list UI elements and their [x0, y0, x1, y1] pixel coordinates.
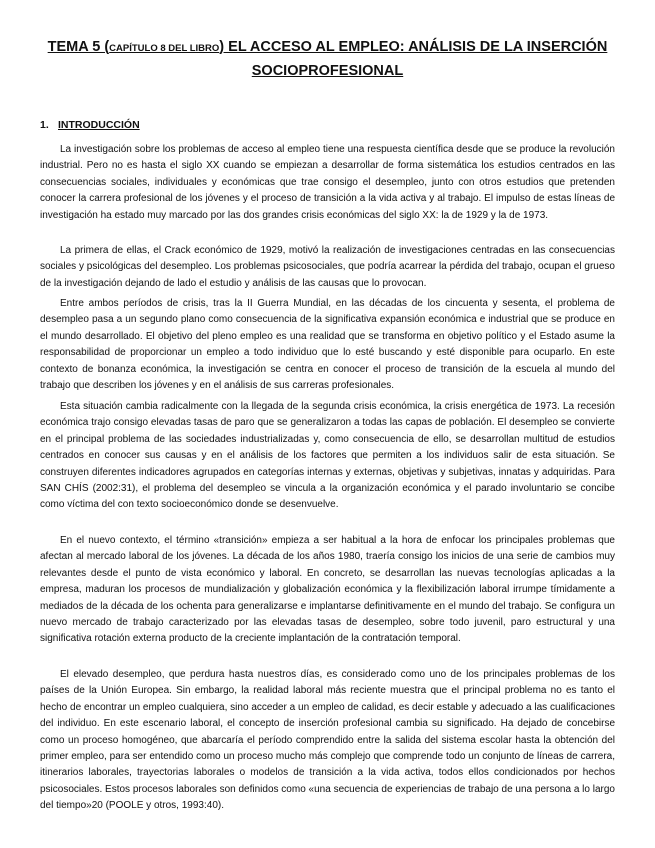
title-chapter-note: CAPÍTULO 8 DEL LIBRO	[109, 43, 220, 54]
title-text-start: TEMA 5 (	[47, 39, 110, 55]
title-text-line2: SOCIOPROFESIONAL	[251, 63, 404, 79]
paragraph-4: Esta situación cambia radicalmente con la llegada de la segunda crisis económica, la crisis energética de 1973. La recesión económica trajo consigo elevadas tasas de paro que se generalizaron a todas las capas de población. El desempleo se convierte en el principal problema de las sociedades industrializadas y, como consecuencia de ello, se desarrollan multitud de estudios centrados en conocer sus causas y en el análisis de los factores que permiten a los individuos salir de esta situación. Se construyen diferentes indicadores agrupados en categorías internas y externas, objetivas y subjetivas, innatas y adquiridas. Para SAN CHÍS (2002:31), el problema del desempleo se vincula a la organización económica y el parado involuntario se concibe como víctima del con texto socioeconómico donde se desenvuelve.	[40, 401, 615, 511]
title-text-main: ) EL ACCESO AL EMPLEO: ANÁLISIS DE LA INSERCIÓN	[219, 39, 608, 55]
section-number: 1.	[40, 119, 49, 131]
paragraph-6: El elevado desempleo, que perdura hasta nuestros días, es considerado como uno de los principales problemas de los países de la Unión Europea. Sin embargo, la realidad laboral más reciente muestra que el principal problema no es tanto el hecho de encontrar un empleo cualquiera, sino acceder a un empleo de calidad, es decir estable y adecuado a las cualificaciones del individuo. En este escenario laboral, el concepto de inserción profesional cambia su significado. Ha dejado de concebirse como un proceso homogéneo, que abarcaría el período comprendido entre la salida del sistema escolar hasta la obtención del primer empleo, para ser entendido como un proceso mucho más complejo que comprende todo un conjunto de líneas de carrera, itinerarios laborales, trayectorias laborales o modelos de transición a la vida activa, todos ellos condicionados por hechos psicosociales. Estos procesos laborales son definidos como «una secuencia de experiencias de trabajo de una persona a lo largo del tiempo»20 (POOLE y otros, 1993:40).	[40, 669, 615, 812]
paragraph-1: La investigación sobre los problemas de acceso al empleo tiene una respuesta científica desde que se produce la revolución industrial. Pero no es hasta el siglo XX cuando se empiezan a desarrollar de forma sistemática los estudios centrados en las consecuencias sociales, individuales y económicas que trae consigo el desempleo, junto con otros estudios que pretenden conocer la carrera profesional de los jóvenes y el proceso de transición a la vida activa y al trabajo. El impulso de estas líneas de investigación ha estado muy marcado por las dos grandes crisis económicas del siglo XX: la de 1929 y la de 1973.	[40, 144, 615, 221]
document-title	[40, 36, 615, 82]
section-label: INTRODUCCIÓN	[58, 119, 140, 131]
paragraph-3: Entre ambos períodos de crisis, tras la II Guerra Mundial, en las décadas de los cincuenta y sesenta, el problema de desempleo pasa a un segundo plano como consecuencia de la significativa expansión económica e industrial que se produce en el mundo desarrollado. El objetivo del pleno empleo es una realidad que se transforma en objetivo político y el Estado asume la responsabilidad de proporcionar un empleo a todo individuo que lo esté buscando y esté disponible para ocuparlo. En este contexto de bonanza económica, la investigación se centra en conocer el proceso de transición de la escuela al mundo del trabajo que describen los jóvenes y en el análisis de sus carreras profesionales.	[40, 298, 615, 392]
section-heading	[40, 118, 140, 132]
paragraph-2: La primera de ellas, el Crack económico de 1929, motivó la realización de investigaciones centradas en las consecuencias sociales y psicológicas del desempleo. Los problemas psicosociales, que podría acarrear la pérdida del trabajo, ocupan el grueso de la investigación dejando de lado el estudio y análisis de las causas que lo provocan.	[40, 245, 615, 289]
paragraph-5: En el nuevo contexto, el término «transición» empieza a ser habitual a la hora de enfocar los principales problemas que afectan al mercado laboral de los jóvenes. La década de los años 1980, traería consigo los inicios de una serie de cambios muy relevantes desde el punto de vista económico y laboral. En concreto, se desarrollan las nuevas tecnologías aplicadas a la empresa, maduran los procesos de mundialización y globalización económica y la flexibilización laboral irrumpe tímidamente a mediados de la década de los ochenta para generalizarse e implantarse definitivamente en el mundo del trabajo. Se configura un nuevo mercado de trabajo caracterizado por las elevadas tasas de desempleo, sobre todo juvenil, paro estructural y una significativa rotación externa producto de la creciente implantación de la contratación temporal.	[40, 535, 615, 645]
